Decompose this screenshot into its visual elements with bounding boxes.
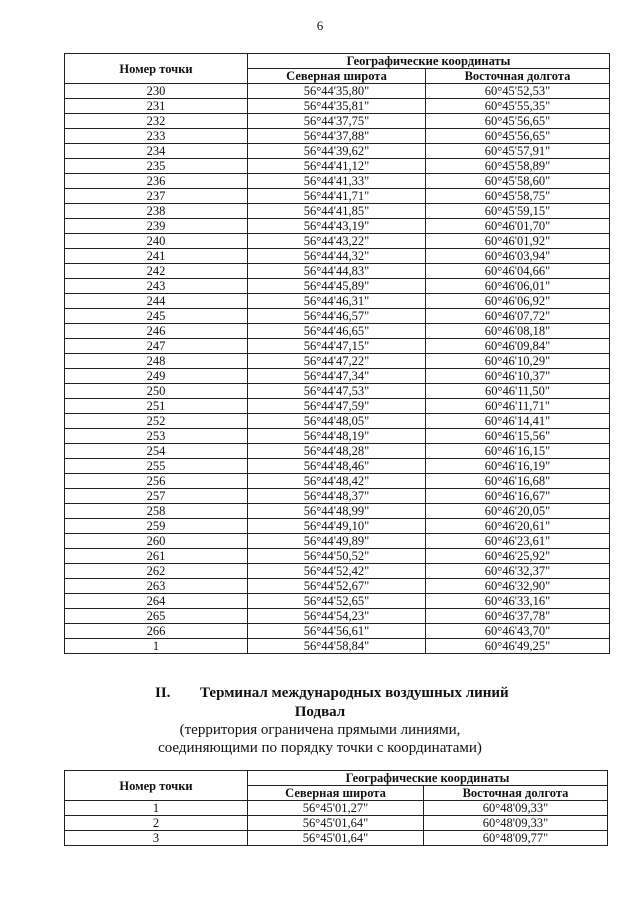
table-row xyxy=(65,639,610,654)
table-row xyxy=(65,339,610,354)
point-number-cell: 245 xyxy=(65,309,248,324)
point-number-cell: 264 xyxy=(65,594,248,609)
longitude-cell: 60°46'06,01" xyxy=(426,279,610,294)
latitude-cell: 56°44'43,22" xyxy=(248,234,426,249)
section-description-line-1: (территория ограничена прямыми линиями, xyxy=(179,722,461,738)
longitude-cell: 60°46'25,92" xyxy=(426,549,610,564)
point-number-cell: 258 xyxy=(65,504,248,519)
table-row xyxy=(65,324,610,339)
longitude-cell: 60°45'58,75" xyxy=(426,189,610,204)
table-row xyxy=(65,459,610,474)
table-row xyxy=(65,564,610,579)
table-row xyxy=(65,234,610,249)
table-row xyxy=(65,174,610,189)
point-number-cell: 238 xyxy=(65,204,248,219)
header-longitude: Восточная долгота xyxy=(424,786,608,801)
table-row xyxy=(65,204,610,219)
longitude-cell: 60°48'09,33" xyxy=(424,816,608,831)
latitude-cell: 56°44'48,37" xyxy=(248,489,426,504)
latitude-cell: 56°44'37,75" xyxy=(248,114,426,129)
header-latitude: Северная широта xyxy=(248,69,426,84)
point-number-cell: 1 xyxy=(65,801,248,816)
longitude-cell: 60°45'56,65" xyxy=(426,114,610,129)
table-row xyxy=(65,294,610,309)
longitude-cell: 60°46'03,94" xyxy=(426,249,610,264)
longitude-cell: 60°46'37,78" xyxy=(426,609,610,624)
latitude-cell: 56°44'35,80" xyxy=(248,84,426,99)
longitude-cell: 60°46'01,92" xyxy=(426,234,610,249)
table-row xyxy=(65,129,610,144)
longitude-cell: 60°46'16,19" xyxy=(426,459,610,474)
point-number-cell: 266 xyxy=(65,624,248,639)
latitude-cell: 56°44'44,83" xyxy=(248,264,426,279)
latitude-cell: 56°44'52,65" xyxy=(248,594,426,609)
point-number-cell: 2 xyxy=(65,816,248,831)
header-geo-coordinates: Географические координаты xyxy=(248,54,610,69)
point-number-cell: 232 xyxy=(65,114,248,129)
longitude-cell: 60°46'06,92" xyxy=(426,294,610,309)
latitude-cell: 56°44'41,33" xyxy=(248,174,426,189)
latitude-cell: 56°44'58,84" xyxy=(248,639,426,654)
point-number-cell: 242 xyxy=(65,264,248,279)
latitude-cell: 56°44'49,89" xyxy=(248,534,426,549)
longitude-cell: 60°46'08,18" xyxy=(426,324,610,339)
point-number-cell: 3 xyxy=(65,831,248,846)
section-number: II. xyxy=(155,685,171,701)
point-number-cell: 237 xyxy=(65,189,248,204)
header-latitude: Северная широта xyxy=(248,786,424,801)
longitude-cell: 60°46'11,71" xyxy=(426,399,610,414)
table-row xyxy=(65,414,610,429)
point-number-cell: 262 xyxy=(65,564,248,579)
point-number-cell: 233 xyxy=(65,129,248,144)
point-number-cell: 247 xyxy=(65,339,248,354)
point-number-cell: 250 xyxy=(65,384,248,399)
point-number-cell: 241 xyxy=(65,249,248,264)
point-number-cell: 240 xyxy=(65,234,248,249)
section-description-line-2: соединяющими по порядку точки с координатами) xyxy=(158,740,482,756)
latitude-cell: 56°44'48,05" xyxy=(248,414,426,429)
longitude-cell: 60°46'32,90" xyxy=(426,579,610,594)
latitude-cell: 56°44'41,12" xyxy=(248,159,426,174)
table-row xyxy=(65,429,610,444)
latitude-cell: 56°44'50,52" xyxy=(248,549,426,564)
latitude-cell: 56°44'47,59" xyxy=(248,399,426,414)
section-title: Терминал международных воздушных линий xyxy=(200,685,509,701)
header-point-number: Номер точки xyxy=(65,54,248,84)
latitude-cell: 56°44'48,99" xyxy=(248,504,426,519)
latitude-cell: 56°44'43,19" xyxy=(248,219,426,234)
table-row xyxy=(65,474,610,489)
latitude-cell: 56°44'48,19" xyxy=(248,429,426,444)
latitude-cell: 56°44'35,81" xyxy=(248,99,426,114)
point-number-cell: 259 xyxy=(65,519,248,534)
longitude-cell: 60°46'14,41" xyxy=(426,414,610,429)
latitude-cell: 56°44'41,85" xyxy=(248,204,426,219)
point-number-cell: 263 xyxy=(65,579,248,594)
table-row xyxy=(65,219,610,234)
point-number-cell: 235 xyxy=(65,159,248,174)
table-row xyxy=(65,249,610,264)
coordinates-table xyxy=(64,53,610,654)
table-row xyxy=(65,159,610,174)
point-number-cell: 244 xyxy=(65,294,248,309)
header-point-number: Номер точки xyxy=(65,771,248,801)
longitude-cell: 60°45'57,91" xyxy=(426,144,610,159)
table-row xyxy=(65,279,610,294)
table-row xyxy=(65,504,610,519)
latitude-cell: 56°44'49,10" xyxy=(248,519,426,534)
point-number-cell: 261 xyxy=(65,549,248,564)
latitude-cell: 56°44'46,31" xyxy=(248,294,426,309)
table-row xyxy=(65,144,610,159)
longitude-cell: 60°46'16,68" xyxy=(426,474,610,489)
point-number-cell: 248 xyxy=(65,354,248,369)
latitude-cell: 56°44'41,71" xyxy=(248,189,426,204)
table-row xyxy=(65,579,610,594)
page-number: 6 xyxy=(316,18,324,33)
table-row xyxy=(65,594,610,609)
table-row xyxy=(65,384,610,399)
latitude-cell: 56°44'54,23" xyxy=(248,609,426,624)
longitude-cell: 60°46'43,70" xyxy=(426,624,610,639)
point-number-cell: 234 xyxy=(65,144,248,159)
longitude-cell: 60°46'16,67" xyxy=(426,489,610,504)
longitude-cell: 60°46'32,37" xyxy=(426,564,610,579)
table-row xyxy=(65,489,610,504)
latitude-cell: 56°45'01,27" xyxy=(248,801,424,816)
table-row xyxy=(65,816,608,831)
longitude-cell: 60°46'09,84" xyxy=(426,339,610,354)
point-number-cell: 230 xyxy=(65,84,248,99)
latitude-cell: 56°44'46,57" xyxy=(248,309,426,324)
latitude-cell: 56°44'46,65" xyxy=(248,324,426,339)
table-row xyxy=(65,399,610,414)
longitude-cell: 60°46'10,29" xyxy=(426,354,610,369)
longitude-cell: 60°46'07,72" xyxy=(426,309,610,324)
table-row xyxy=(65,801,608,816)
point-number-cell: 254 xyxy=(65,444,248,459)
table-row xyxy=(65,609,610,624)
longitude-cell: 60°46'15,56" xyxy=(426,429,610,444)
latitude-cell: 56°44'48,46" xyxy=(248,459,426,474)
longitude-cell: 60°46'20,05" xyxy=(426,504,610,519)
point-number-cell: 239 xyxy=(65,219,248,234)
point-number-cell: 265 xyxy=(65,609,248,624)
table-row xyxy=(65,99,610,114)
table-row xyxy=(65,309,610,324)
longitude-cell: 60°46'11,50" xyxy=(426,384,610,399)
longitude-cell: 60°48'09,77" xyxy=(424,831,608,846)
point-number-cell: 231 xyxy=(65,99,248,114)
section-subtitle: Подвал xyxy=(294,704,346,720)
point-number-cell: 243 xyxy=(65,279,248,294)
table-row xyxy=(65,264,610,279)
header-longitude: Восточная долгота xyxy=(426,69,610,84)
longitude-cell: 60°46'49,25" xyxy=(426,639,610,654)
point-number-cell: 257 xyxy=(65,489,248,504)
latitude-cell: 56°44'45,89" xyxy=(248,279,426,294)
longitude-cell: 60°46'16,15" xyxy=(426,444,610,459)
point-number-cell: 1 xyxy=(65,639,248,654)
latitude-cell: 56°44'47,22" xyxy=(248,354,426,369)
longitude-cell: 60°46'23,61" xyxy=(426,534,610,549)
table-row xyxy=(65,114,610,129)
table-row xyxy=(65,534,610,549)
point-number-cell: 256 xyxy=(65,474,248,489)
longitude-cell: 60°45'59,15" xyxy=(426,204,610,219)
latitude-cell: 56°44'56,61" xyxy=(248,624,426,639)
point-number-cell: 246 xyxy=(65,324,248,339)
point-number-cell: 236 xyxy=(65,174,248,189)
table-row xyxy=(65,444,610,459)
latitude-cell: 56°44'47,15" xyxy=(248,339,426,354)
point-number-cell: 253 xyxy=(65,429,248,444)
longitude-cell: 60°45'58,89" xyxy=(426,159,610,174)
longitude-cell: 60°46'10,37" xyxy=(426,369,610,384)
table-row xyxy=(65,624,610,639)
latitude-cell: 56°44'52,42" xyxy=(248,564,426,579)
point-number-cell: 249 xyxy=(65,369,248,384)
latitude-cell: 56°44'48,42" xyxy=(248,474,426,489)
coordinates-table-basement xyxy=(64,770,608,846)
longitude-cell: 60°46'20,61" xyxy=(426,519,610,534)
longitude-cell: 60°45'55,35" xyxy=(426,99,610,114)
longitude-cell: 60°48'09,33" xyxy=(424,801,608,816)
latitude-cell: 56°44'47,34" xyxy=(248,369,426,384)
longitude-cell: 60°46'04,66" xyxy=(426,264,610,279)
table-row xyxy=(65,369,610,384)
latitude-cell: 56°44'39,62" xyxy=(248,144,426,159)
table-row xyxy=(65,189,610,204)
table-row xyxy=(65,519,610,534)
longitude-cell: 60°45'56,65" xyxy=(426,129,610,144)
latitude-cell: 56°44'44,32" xyxy=(248,249,426,264)
longitude-cell: 60°45'58,60" xyxy=(426,174,610,189)
point-number-cell: 251 xyxy=(65,399,248,414)
latitude-cell: 56°44'52,67" xyxy=(248,579,426,594)
point-number-cell: 255 xyxy=(65,459,248,474)
latitude-cell: 56°44'48,28" xyxy=(248,444,426,459)
point-number-cell: 260 xyxy=(65,534,248,549)
table-row xyxy=(65,84,610,99)
header-geo-coordinates: Географические координаты xyxy=(248,771,608,786)
table-row xyxy=(65,831,608,846)
latitude-cell: 56°45'01,64" xyxy=(248,831,424,846)
longitude-cell: 60°45'52,53" xyxy=(426,84,610,99)
longitude-cell: 60°46'01,70" xyxy=(426,219,610,234)
point-number-cell: 252 xyxy=(65,414,248,429)
latitude-cell: 56°44'37,88" xyxy=(248,129,426,144)
longitude-cell: 60°46'33,16" xyxy=(426,594,610,609)
table-row xyxy=(65,549,610,564)
latitude-cell: 56°44'47,53" xyxy=(248,384,426,399)
latitude-cell: 56°45'01,64" xyxy=(248,816,424,831)
table-row xyxy=(65,354,610,369)
